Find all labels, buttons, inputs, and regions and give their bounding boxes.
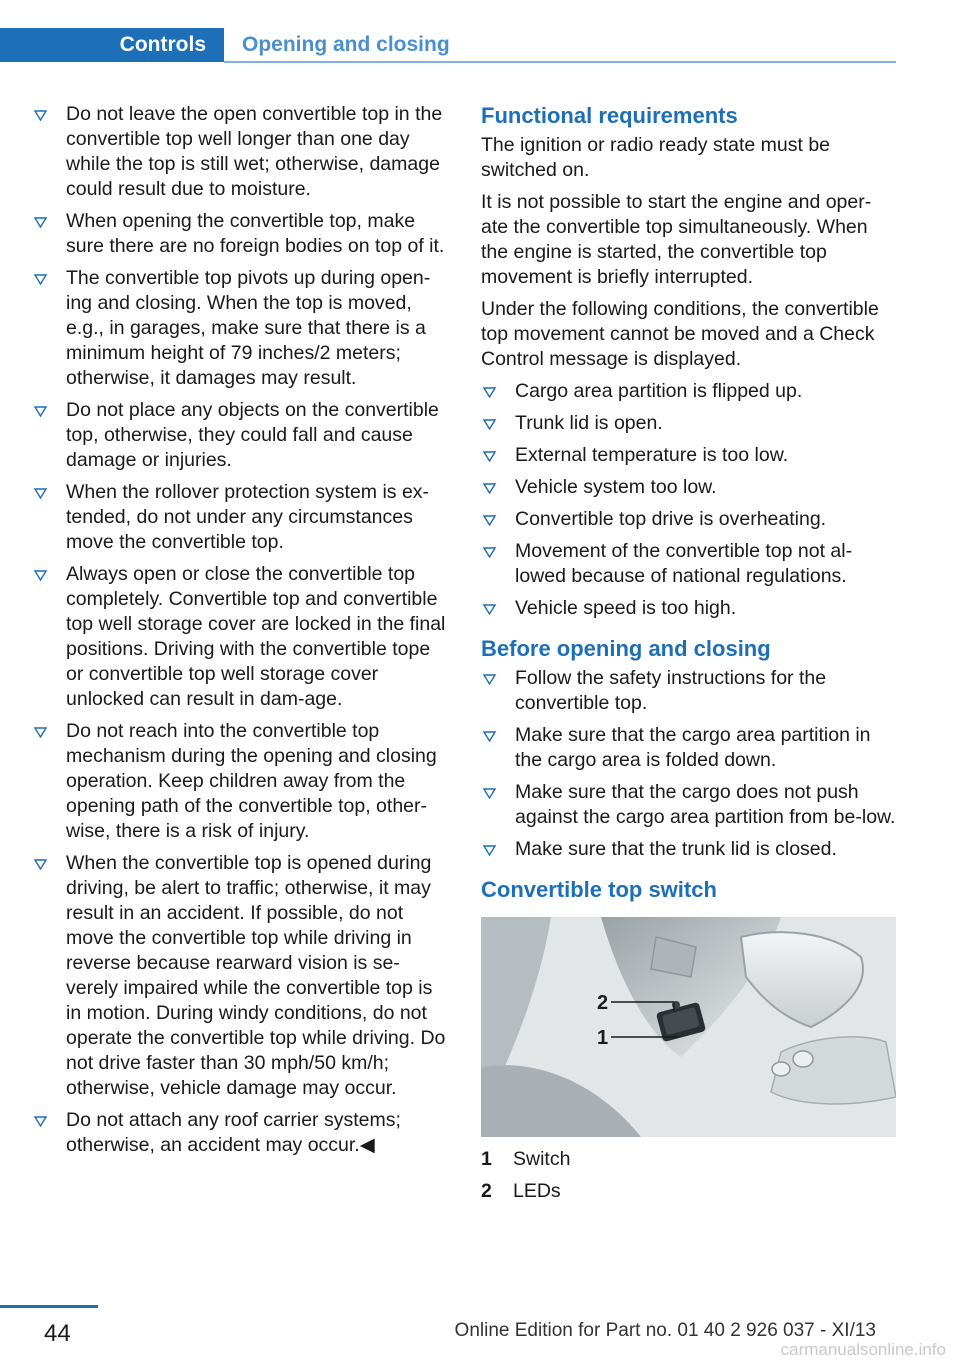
before-opening-heading: Before opening and closing xyxy=(481,636,771,661)
list-item xyxy=(32,719,450,844)
triangle-bullet-icon xyxy=(34,398,47,417)
bullet-text: Always open or close the convertible top completely. Convertible top and convertible top well storage cover are locked in the final positions. Driving with the convertible tope or convertible top well storage cover unlocked can result in dam‐age. xyxy=(66,563,446,710)
triangle-bullet-icon xyxy=(483,411,496,430)
center-console-illustration xyxy=(481,917,896,1137)
bullet-text: Vehicle speed is too high. xyxy=(515,597,737,619)
page-number: 44 xyxy=(44,1320,71,1347)
list-item xyxy=(32,209,450,259)
legend-label: Switch xyxy=(513,1148,571,1170)
bullet-text: Make sure that the trunk lid is closed. xyxy=(515,838,837,860)
list-item xyxy=(481,475,896,500)
figure-legend xyxy=(481,1147,896,1204)
list-item xyxy=(481,780,896,830)
triangle-bullet-icon xyxy=(483,596,496,615)
bullet-text: Make sure that the cargo area partition in the cargo area is folded down. xyxy=(515,724,871,771)
callout-1: 1 xyxy=(597,1027,609,1049)
bullet-text: Do not place any objects on the convertible top, otherwise, they could fall and cause damage or injuries. xyxy=(66,399,439,471)
functional-requirements-heading: Functional requirements xyxy=(481,103,738,128)
list-item xyxy=(481,539,896,589)
convertible-top-switch-figure xyxy=(481,917,896,1137)
list-item xyxy=(32,398,450,473)
paragraph: It is not possible to start the engine and oper‐ate the convertible top simultaneously. When the engine is started, the convertible top movement is briefly interrupted. xyxy=(481,191,872,288)
bullet-text: Convertible top drive is overheating. xyxy=(515,508,827,530)
triangle-bullet-icon xyxy=(483,539,496,558)
bullet-text: When the rollover protection system is ex‐tended, do not under any circumstances move the convertible top. xyxy=(66,481,430,553)
bullet-text: Cargo area partition is flipped up. xyxy=(515,380,803,402)
right-column xyxy=(481,102,896,1204)
list-item xyxy=(481,411,896,436)
paragraph: The ignition or radio ready state must be switched on. xyxy=(481,134,831,181)
triangle-bullet-icon xyxy=(34,480,47,499)
triangle-bullet-icon xyxy=(483,837,496,856)
triangle-bullet-icon xyxy=(483,723,496,742)
triangle-bullet-icon xyxy=(483,780,496,799)
list-item xyxy=(481,443,896,468)
conditions-bullet-list xyxy=(481,379,896,621)
subsection-tab: Opening and closing xyxy=(242,33,450,56)
bullet-text: Do not leave the open convertible top in the convertible top well longer than one day while the top is still wet; otherwise, damage could result due to moisture. xyxy=(66,103,443,200)
bullet-text: Do not attach any roof carrier systems; otherwise, an accident may occur.◀ xyxy=(66,1109,401,1156)
list-item xyxy=(32,480,450,555)
triangle-bullet-icon xyxy=(34,562,47,581)
triangle-bullet-icon xyxy=(34,266,47,285)
bullet-text: The convertible top pivots up during open‐ing and closing. When the top is moved, e.g., in garages, make sure that there is a minimum height of 79 inches/2 meters; otherwise, it damages may result. xyxy=(66,267,431,389)
bullet-text: Vehicle system too low. xyxy=(515,476,717,498)
list-item xyxy=(481,666,896,716)
list-item xyxy=(32,851,450,1101)
convertible-top-switch-heading: Convertible top switch xyxy=(481,877,717,902)
list-item xyxy=(481,723,896,773)
footer-rule xyxy=(0,1305,98,1308)
triangle-bullet-icon xyxy=(483,443,496,462)
bullet-text: Trunk lid is open. xyxy=(515,412,663,434)
legend-number: 2 xyxy=(481,1180,492,1202)
triangle-bullet-icon xyxy=(483,475,496,494)
list-item xyxy=(32,266,450,391)
triangle-bullet-icon xyxy=(34,1108,47,1127)
triangle-bullet-icon xyxy=(34,719,47,738)
bullet-text: Movement of the convertible top not al‐lowed because of national regulations. xyxy=(515,540,853,587)
bullet-text: Follow the safety instructions for the convertible top. xyxy=(515,667,827,714)
list-item xyxy=(32,562,450,712)
legend-label: LEDs xyxy=(513,1180,561,1202)
bullet-text: Make sure that the cargo does not push against the cargo area partition from be‐low. xyxy=(515,781,896,828)
section-tab: Controls xyxy=(0,28,224,62)
paragraph: Under the following conditions, the convertible top movement cannot be moved and a Check Control message is displayed. xyxy=(481,298,879,370)
before-opening-bullet-list xyxy=(481,666,896,862)
list-item xyxy=(481,596,896,621)
bullet-text: Do not reach into the convertible top mechanism during the opening and closing operation. Keep children away from the opening path of the convertible top, other‐wise, there is a risk of injury. xyxy=(66,720,437,842)
bullet-text: External temperature is too low. xyxy=(515,444,789,466)
header-rule xyxy=(224,61,896,63)
list-item xyxy=(481,507,896,532)
watermark: carmanualsonline.info xyxy=(780,1340,946,1359)
triangle-bullet-icon xyxy=(34,102,47,121)
callout-2: 2 xyxy=(597,992,609,1014)
triangle-bullet-icon xyxy=(34,209,47,228)
legend-number: 1 xyxy=(481,1148,492,1170)
bullet-text: When opening the convertible top, make sure there are no foreign bodies on top of it. xyxy=(66,210,445,257)
edition-note: Online Edition for Part no. 01 40 2 926 037 - XI/13 xyxy=(454,1320,876,1341)
triangle-bullet-icon xyxy=(483,507,496,526)
left-column xyxy=(32,102,450,1165)
triangle-bullet-icon xyxy=(483,379,496,398)
bullet-text: When the convertible top is opened during driving, be alert to traffic; otherwise, it may result in an accident. If possible, do not move the convertible top while driving in reverse because rearward vision is se‐verely impaired while the convertible top is in motion. During windy conditions, do not operate the convertible top while driving. Do not drive faster than 30 mph/50 km/h; otherwise, vehicle damage may occur. xyxy=(66,852,446,1099)
list-item xyxy=(32,1108,450,1158)
list-item xyxy=(481,379,896,404)
triangle-bullet-icon xyxy=(483,666,496,685)
triangle-bullet-icon xyxy=(34,851,47,870)
list-item xyxy=(481,837,896,862)
list-item xyxy=(32,102,450,202)
safety-bullet-list xyxy=(32,102,450,1158)
